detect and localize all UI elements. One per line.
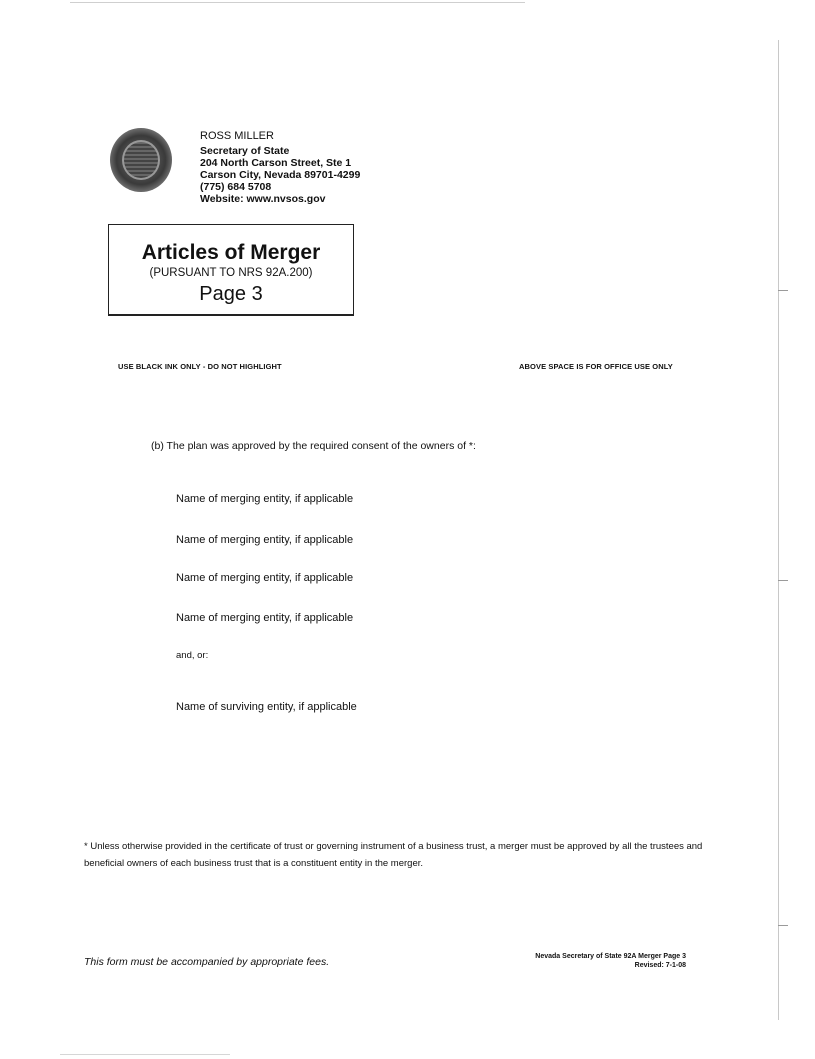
scan-bottom-rule: [60, 1054, 230, 1055]
revision-date: Revised: 7-1-08: [634, 962, 686, 969]
office-use-notice: ABOVE SPACE IS FOR OFFICE USE ONLY: [519, 362, 673, 371]
scan-top-rule: [70, 2, 525, 3]
ink-notice: USE BLACK INK ONLY - DO NOT HIGHLIGHT: [118, 362, 282, 371]
fees-note: This form must be accompanied by appropriate fees.: [84, 956, 330, 968]
secretary-office: Secretary of State: [200, 145, 290, 157]
business-trust-footnote: * Unless otherwise provided in the certificate of trust or governing instrument of a business trust, a merger must be approved by all the trustees and beneficial owners of each business trust that is a constituent entity in the merger.: [84, 841, 703, 869]
merging-entity-label: Name of merging entity, if applicable: [176, 493, 354, 505]
scan-edge-tick: [778, 925, 788, 926]
address-line-1: 204 North Carson Street, Ste 1: [200, 157, 352, 169]
scan-edge-tick: [778, 290, 788, 291]
phone-number: (775) 684 5708: [200, 181, 272, 193]
address-line-2: Carson City, Nevada 89701-4299: [200, 169, 361, 181]
merging-entity-label: Name of merging entity, if applicable: [176, 572, 354, 584]
merging-entity-label: Name of merging entity, if applicable: [176, 534, 354, 546]
secretary-header: [200, 130, 360, 205]
form-title-box: [108, 224, 354, 316]
form-title: Articles of Merger: [141, 241, 321, 264]
merging-entity-label: Name of merging entity, if applicable: [176, 612, 354, 624]
form-footer-id: [486, 952, 686, 970]
form-subtitle: (PURSUANT TO NRS 92A.200): [149, 267, 313, 279]
scan-edge-tick: [778, 580, 788, 581]
state-seal-center: [122, 140, 160, 180]
state-seal-icon: [110, 128, 172, 192]
website: Website: www.nvsos.gov: [200, 193, 326, 205]
and-or-label: and, or:: [176, 650, 209, 661]
form-page-label: Page 3: [199, 283, 263, 305]
surviving-entity-label: Name of surviving entity, if applicable: [176, 701, 357, 713]
form-id: Nevada Secretary of State 92A Merger Page 3: [535, 953, 686, 960]
secretary-name: ROSS MILLER: [200, 130, 274, 142]
plan-approval-statement: (b) The plan was approved by the required consent of the owners of *:: [151, 440, 476, 452]
scan-right-edge: [778, 40, 779, 1020]
